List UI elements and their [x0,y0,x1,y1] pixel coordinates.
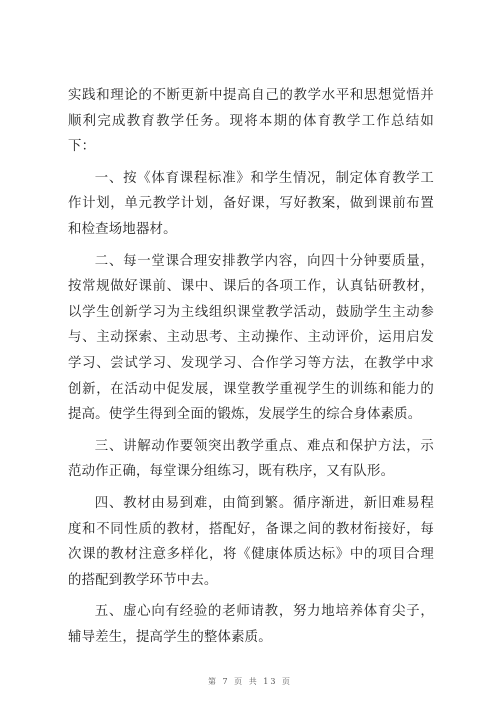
paragraph-item-5: 五、虚心向有经验的老师请教，努力地培养体育尖子，辅导差生，提高学生的整体素质。 [68,604,434,645]
page-number-footer: 第 7 页 共 13 页 [208,677,292,686]
paragraph-item-4: 四、教材由易到难，由简到繁。循序渐进，新旧难易程度和不同性质的教材，搭配好，备课之间的教材衔接好，每次课的教材注意多样化，将《健康体质达标》中的项目合理的搭配到教学环节中去。 [68,495,434,588]
paragraph-item-2: 二、每一堂课合理安排教学内容，向四十分钟要质量，按常规做好课前、课中、课后的各项工作，认真钻研教材，以学生创新学习为主线组织课堂教学活动，鼓励学生主动参与、主动探索、主动思考、主动操作、主动评价，运用启发学习、尝试学习、发现学习、合作学习等方法，在教学中求创新，在活动中促发展，课堂教学重视学生的训练和能力的提高。使学生得到全面的锻炼，发展学生的综合身体素质。 [68,253,434,423]
document-body [68,83,434,656]
paragraph-item-3: 三、讲解动作要领突出教学重点、难点和保护方法，示范动作正确，每堂课分组练习，既有秩序，又有队形。 [68,438,434,480]
paragraph-continuation: 实践和理论的不断更新中提高自己的教学水平和思想觉悟并顺利完成教育教学任务。现将本期的体育教学工作总结如下： [68,88,434,155]
paragraph-item-1: 一、按《体育课程标准》和学生情况，制定体育教学工作计划，单元教学计划，备好课，写好教案，做到课前布置和检查场地器材。 [68,170,434,237]
